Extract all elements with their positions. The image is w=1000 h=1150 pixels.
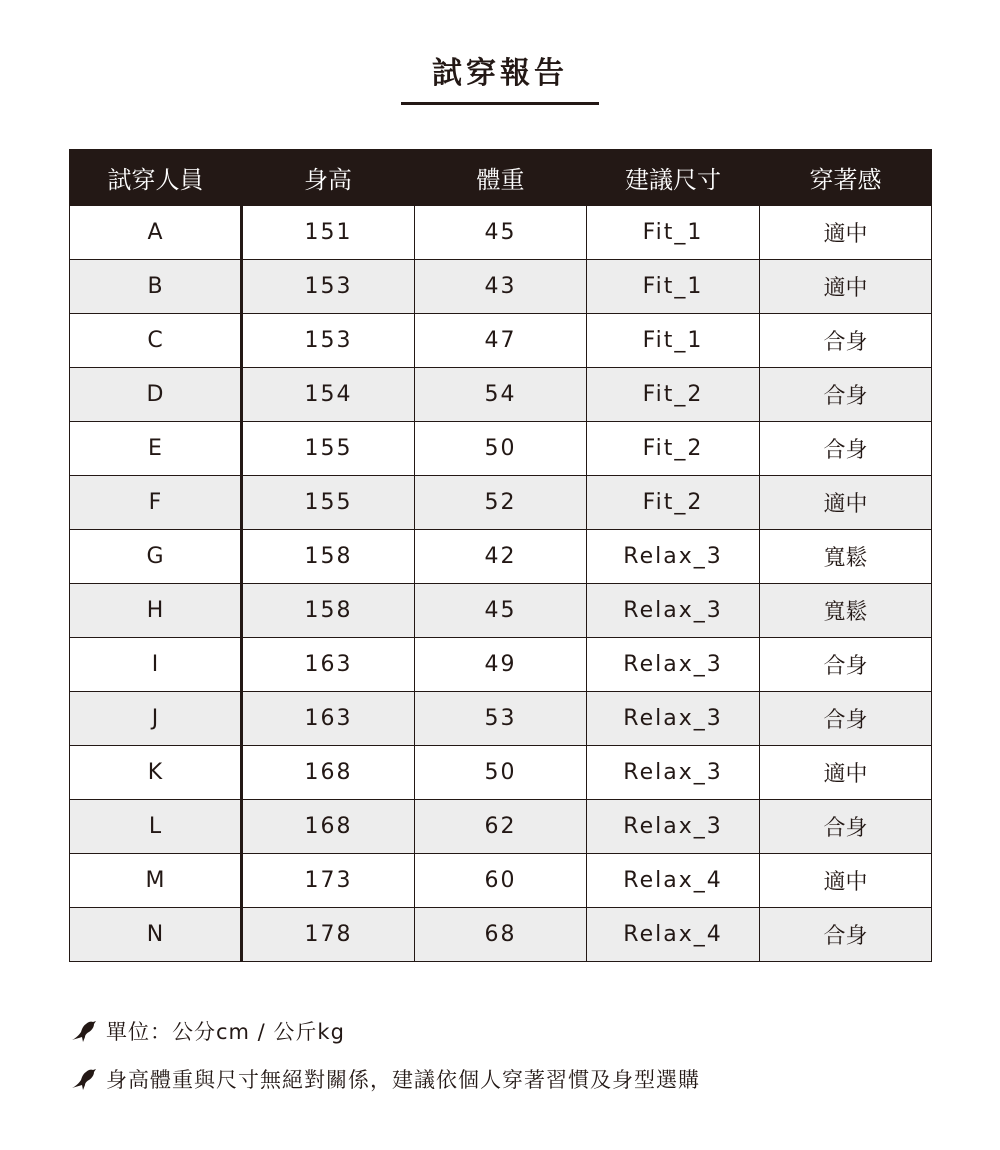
table-row — [70, 908, 932, 962]
cell-weight: 68 — [415, 908, 587, 962]
cell-fit-feel: 適中 — [760, 206, 932, 260]
title-underline — [401, 102, 599, 105]
cell-suggested-size: Fit_1 — [587, 206, 760, 260]
cell-tester: K — [70, 746, 242, 800]
cell-suggested-size: Relax_3 — [587, 692, 760, 746]
cell-weight: 45 — [415, 584, 587, 638]
table-row — [70, 800, 932, 854]
cell-suggested-size: Relax_3 — [587, 638, 760, 692]
cell-weight: 43 — [415, 260, 587, 314]
cell-height: 163 — [242, 638, 415, 692]
table-row — [70, 260, 932, 314]
cell-tester: I — [70, 638, 242, 692]
header-tester: 試穿人員 — [70, 150, 242, 206]
bird-icon — [70, 1066, 98, 1092]
advice-note — [70, 1064, 700, 1094]
fitting-report-table — [69, 149, 932, 962]
table-row — [70, 206, 932, 260]
cell-suggested-size: Fit_1 — [587, 260, 760, 314]
cell-fit-feel: 合身 — [760, 800, 932, 854]
header-height: 身高 — [242, 150, 415, 206]
cell-fit-feel: 適中 — [760, 854, 932, 908]
cell-weight: 50 — [415, 746, 587, 800]
cell-suggested-size: Relax_4 — [587, 854, 760, 908]
cell-suggested-size: Fit_2 — [587, 476, 760, 530]
cell-weight: 53 — [415, 692, 587, 746]
cell-height: 153 — [242, 314, 415, 368]
bird-icon — [70, 1018, 98, 1044]
page-title: 試穿報告 — [432, 56, 568, 91]
cell-height: 155 — [242, 476, 415, 530]
unit-note — [70, 1016, 345, 1046]
cell-suggested-size: Relax_3 — [587, 800, 760, 854]
cell-suggested-size: Fit_2 — [587, 368, 760, 422]
cell-height: 155 — [242, 422, 415, 476]
cell-suggested-size: Fit_2 — [587, 422, 760, 476]
cell-weight: 42 — [415, 530, 587, 584]
cell-height: 151 — [242, 206, 415, 260]
cell-height: 154 — [242, 368, 415, 422]
header-fit-feel: 穿著感 — [760, 150, 932, 206]
cell-weight: 49 — [415, 638, 587, 692]
cell-weight: 60 — [415, 854, 587, 908]
cell-fit-feel: 合身 — [760, 422, 932, 476]
cell-fit-feel: 適中 — [760, 260, 932, 314]
cell-weight: 50 — [415, 422, 587, 476]
cell-fit-feel: 適中 — [760, 476, 932, 530]
cell-tester: H — [70, 584, 242, 638]
cell-tester: L — [70, 800, 242, 854]
cell-fit-feel: 合身 — [760, 692, 932, 746]
cell-suggested-size: Relax_3 — [587, 584, 760, 638]
cell-weight: 47 — [415, 314, 587, 368]
header-suggested-size: 建議尺寸 — [587, 150, 760, 206]
cell-height: 163 — [242, 692, 415, 746]
cell-suggested-size: Relax_4 — [587, 908, 760, 962]
cell-height: 168 — [242, 746, 415, 800]
cell-tester: M — [70, 854, 242, 908]
cell-weight: 45 — [415, 206, 587, 260]
cell-height: 153 — [242, 260, 415, 314]
cell-height: 173 — [242, 854, 415, 908]
cell-fit-feel: 寬鬆 — [760, 584, 932, 638]
cell-height: 178 — [242, 908, 415, 962]
table-row — [70, 314, 932, 368]
cell-fit-feel: 合身 — [760, 908, 932, 962]
cell-tester: F — [70, 476, 242, 530]
cell-fit-feel: 適中 — [760, 746, 932, 800]
table-row — [70, 530, 932, 584]
table-row — [70, 692, 932, 746]
cell-fit-feel: 合身 — [760, 368, 932, 422]
cell-height: 168 — [242, 800, 415, 854]
table-row — [70, 422, 932, 476]
cell-height: 158 — [242, 530, 415, 584]
cell-tester: G — [70, 530, 242, 584]
table-row — [70, 368, 932, 422]
cell-tester: J — [70, 692, 242, 746]
cell-suggested-size: Relax_3 — [587, 530, 760, 584]
cell-tester: D — [70, 368, 242, 422]
cell-tester: C — [70, 314, 242, 368]
table-row — [70, 854, 932, 908]
cell-weight: 52 — [415, 476, 587, 530]
table-row — [70, 746, 932, 800]
unit-note-text: 單位：公分cm / 公斤kg — [106, 1020, 345, 1044]
table-header-row — [70, 150, 932, 206]
cell-tester: B — [70, 260, 242, 314]
cell-suggested-size: Relax_3 — [587, 746, 760, 800]
cell-tester: E — [70, 422, 242, 476]
advice-note-text: 身高體重與尺寸無絕對關係，建議依個人穿著習慣及身型選購 — [106, 1068, 700, 1092]
header-weight: 體重 — [415, 150, 587, 206]
cell-tester: N — [70, 908, 242, 962]
cell-fit-feel: 合身 — [760, 314, 932, 368]
table-row — [70, 476, 932, 530]
cell-tester: A — [70, 206, 242, 260]
cell-weight: 62 — [415, 800, 587, 854]
cell-fit-feel: 寬鬆 — [760, 530, 932, 584]
cell-height: 158 — [242, 584, 415, 638]
cell-suggested-size: Fit_1 — [587, 314, 760, 368]
table-row — [70, 584, 932, 638]
cell-weight: 54 — [415, 368, 587, 422]
cell-fit-feel: 合身 — [760, 638, 932, 692]
table-row — [70, 638, 932, 692]
